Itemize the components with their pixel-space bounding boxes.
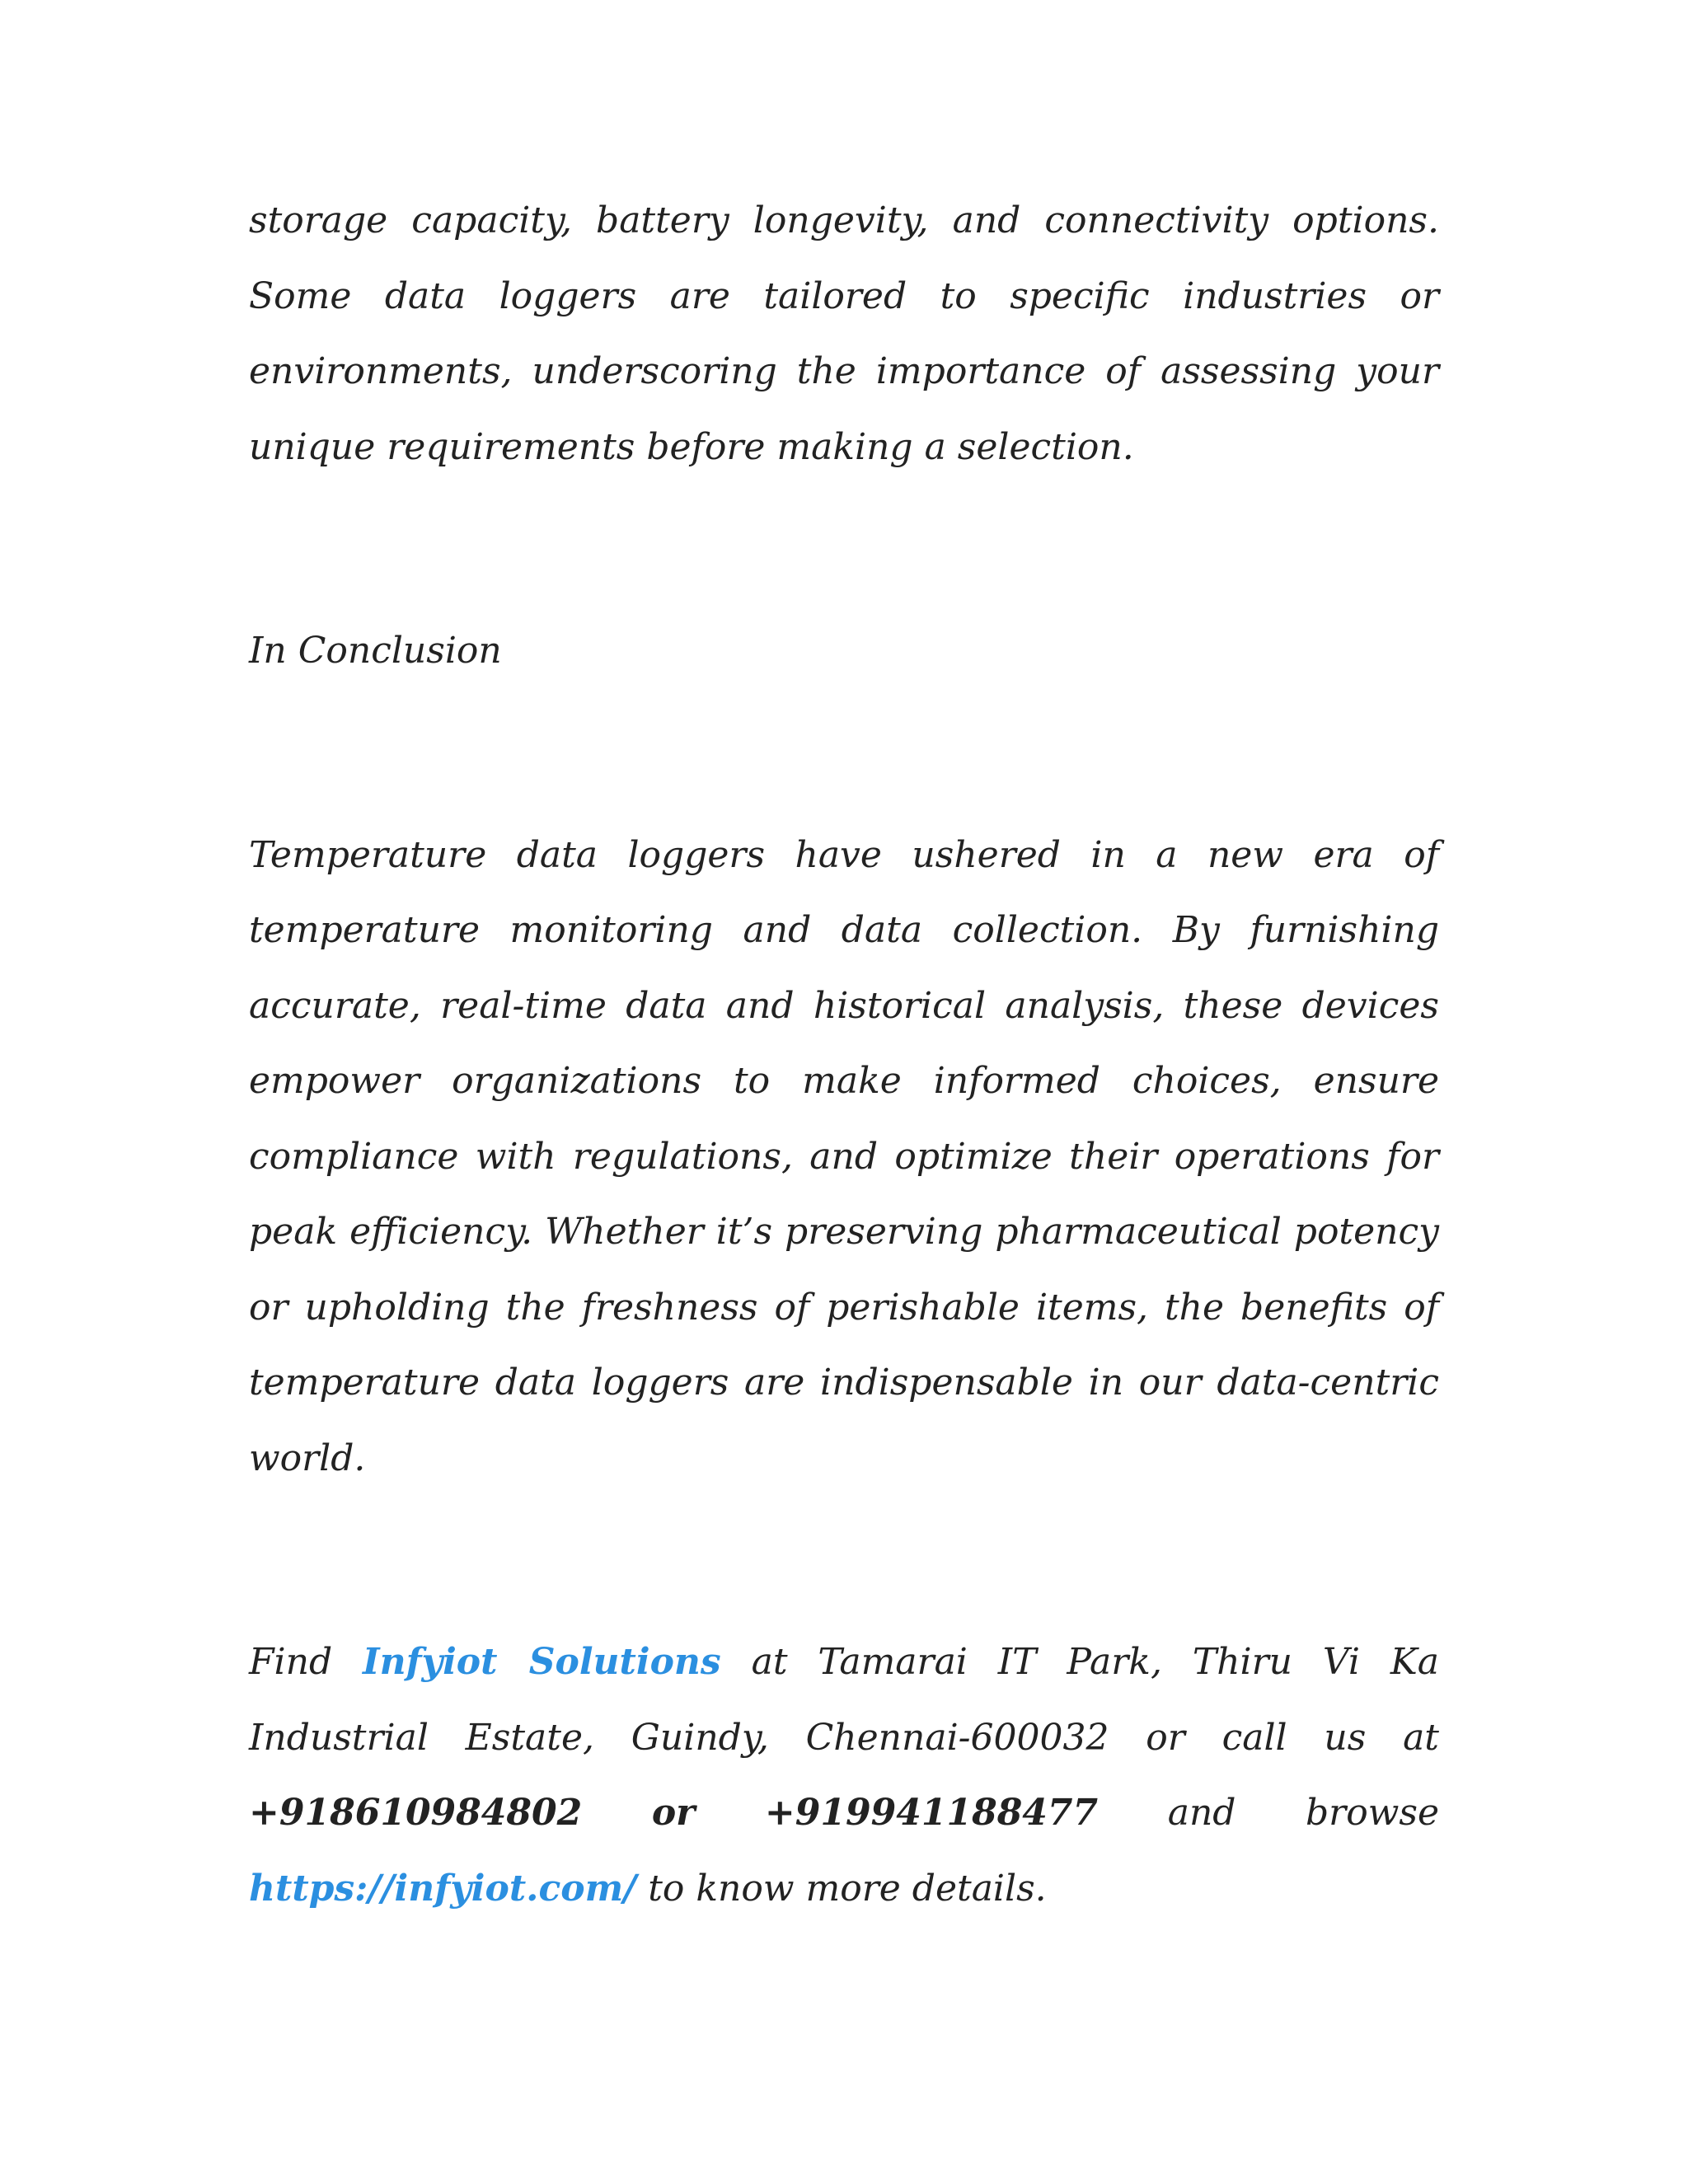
address-text: at Tamarai IT Park, Thiru Vi Ka Industrial Estate, Guindy, Chennai-600032 or call us at <box>249 1641 1439 1759</box>
website-link[interactable]: https://infyiot.com/ <box>249 1867 637 1910</box>
section-heading: In Conclusion <box>249 630 502 672</box>
paragraph-conclusion: Temperature data loggers have ushered in a new era of temperature monitoring and data collection. By furnishing accurate, real-time data and historical analysis, these devices empower organizations to make informed choices, ensure compliance with regulations, and optimize their operations for peak efficiency. Whether it’s preserving pharmaceutical potency or upholding the freshness of perishable items, the benefits of temperature data loggers are indispensable in our data-centric world. <box>249 833 1439 1479</box>
company-link[interactable]: Infyiot Solutions <box>363 1641 721 1683</box>
phone-number-2: +919941188477 <box>764 1792 1099 1834</box>
phone-number-1: +918610984802 <box>249 1792 583 1834</box>
browse-text: and browse <box>1167 1792 1439 1834</box>
or-label: or <box>651 1792 696 1834</box>
find-label: Find <box>249 1641 333 1683</box>
document-body <box>249 183 1439 1926</box>
paragraph-intro: storage capacity, battery longevity, and connectivity options. Some data loggers are tailored to specific industries or environments, underscoring the importance of assessing your unique requirements before making a selection. <box>249 199 1439 468</box>
contact-paragraph <box>249 1624 1439 1926</box>
closing-text: to know more details. <box>648 1867 1047 1910</box>
